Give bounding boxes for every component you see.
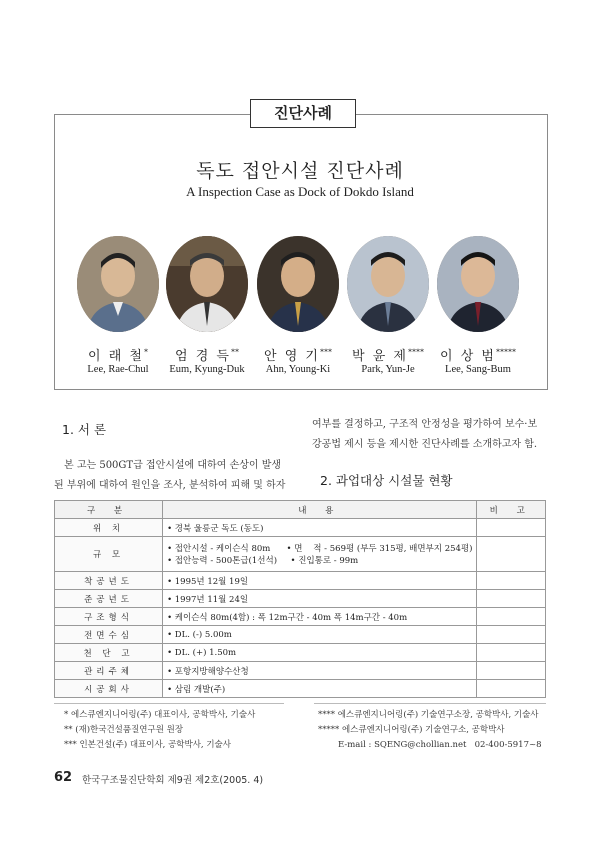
row-label: 시공회사 xyxy=(55,680,163,698)
row-content: • DL. (-) 5.00m xyxy=(163,626,477,644)
table-row xyxy=(55,662,546,680)
page-number: 62 xyxy=(54,770,73,785)
row-content: • 케이슨식 80m(4함) : 폭 12m구간 - 40m 폭 14m구간 - 40m xyxy=(163,608,477,626)
row-content xyxy=(163,537,477,572)
row-note xyxy=(477,572,546,590)
author-photo-5 xyxy=(437,236,519,332)
row-content: • 1995년 12월 19일 xyxy=(163,572,477,590)
author-name-ko-3: 안 영 기*** xyxy=(264,347,332,364)
table-header-content: 내 용 xyxy=(163,501,477,519)
row-label: 구조형식 xyxy=(55,608,163,626)
right-text-line-2: 강공법 제시 등을 제시한 진단사례를 소개하고자 함. xyxy=(312,439,538,450)
footnote-4: **** 에스큐엔지니어링(주) 기술연구소장, 공학박사, 기술사 xyxy=(318,710,539,720)
section-tag: 진단사례 xyxy=(250,99,356,128)
paper-title-english: A Inspection Case as Dock of Dokdo Island xyxy=(186,184,414,199)
row-content: • 1997년 11월 24일 xyxy=(163,590,477,608)
author-name-en-2: Eum, Kyung-Duk xyxy=(169,364,245,375)
footnote-2: ** (재)한국건설품질연구원 원장 xyxy=(64,725,184,735)
row-note xyxy=(477,608,546,626)
table-row xyxy=(55,680,546,698)
footnote-5: ***** 에스큐엔지니어링(주) 기술연구소, 공학박사 xyxy=(318,725,505,735)
author-photo-3 xyxy=(257,236,339,332)
row-note xyxy=(477,644,546,662)
row-note xyxy=(477,537,546,572)
author-name-en-4: Park, Yun-Je xyxy=(361,364,415,375)
row-label: 천 단 고 xyxy=(55,644,163,662)
table-row xyxy=(55,537,546,572)
footnote-3: *** 인본건설(주) 대표이사, 공학박사, 기술사 xyxy=(64,740,231,750)
row-content-line-2: • 접안능력 - 500톤급(1선석) • 진입통로 - 99m xyxy=(167,556,359,566)
intro-text-line-2: 된 부위에 대하여 원인을 조사, 분석하여 피해 및 하자 xyxy=(54,480,286,491)
row-label: 전면수심 xyxy=(55,626,163,644)
author-photo-4 xyxy=(347,236,429,332)
paper-title-korean: 독도 접안시설 진단사례 xyxy=(196,160,404,182)
footnotes-right xyxy=(318,708,542,753)
author-name-en-5: Lee, Sang-Bum xyxy=(445,364,511,375)
journal-info: 한국구조물진단학회 제9권 제2호(2005. 4) xyxy=(82,775,264,786)
row-note xyxy=(477,519,546,537)
table-header-note: 비 고 xyxy=(477,501,546,519)
footnote-1: * 에스큐엔지니어링(주) 대표이사, 공학박사, 기술사 xyxy=(64,710,256,720)
facility-overview-table xyxy=(54,500,546,698)
table-row xyxy=(55,590,546,608)
footnote-email: E-mail : SQENG@chollian.net 02-400-5917~8 xyxy=(338,740,542,750)
author-name-ko-4: 박 윤 제**** xyxy=(352,347,424,364)
row-content: • 포항지방해양수산청 xyxy=(163,662,477,680)
section-heading-intro: 1. 서 론 xyxy=(62,422,107,437)
row-content: • 삼림 개발(주) xyxy=(163,680,477,698)
section-heading-overview: 2. 과업대상 시설물 현황 xyxy=(320,473,453,488)
row-label: 착공년도 xyxy=(55,572,163,590)
row-note xyxy=(477,590,546,608)
row-label: 규 모 xyxy=(55,537,163,572)
row-note xyxy=(477,680,546,698)
footnote-divider-right xyxy=(314,703,546,704)
table-row xyxy=(55,644,546,662)
footnote-divider-left xyxy=(54,703,284,704)
row-content-line-1: • 접안시설 - 케이슨식 80m • 면 적 - 569평 (부두 315평, 배면부지 254평) xyxy=(167,544,473,554)
table-header-category: 구 분 xyxy=(55,501,163,519)
row-note xyxy=(477,626,546,644)
author-name-ko-1: 이 래 철* xyxy=(88,347,148,364)
author-name-ko-5: 이 상 범***** xyxy=(440,347,516,364)
author-name-en-3: Ahn, Young-Ki xyxy=(265,364,331,375)
row-label: 관리주체 xyxy=(55,662,163,680)
table-row xyxy=(55,626,546,644)
author-name-ko-2: 엄 경 득** xyxy=(175,347,239,364)
table-row xyxy=(55,572,546,590)
author-photo-1 xyxy=(77,236,159,332)
row-label: 위 치 xyxy=(55,519,163,537)
intro-text-line-1: 본 고는 500GT급 접안시설에 대하여 손상이 발생 xyxy=(64,460,282,471)
author-name-en-1: Lee, Rae-Chul xyxy=(87,364,149,375)
right-text-line-1: 여부를 결정하고, 구조적 안정성을 평가하여 보수·보 xyxy=(312,419,538,430)
row-content: • 경북 울릉군 독도 (동도) xyxy=(163,519,477,537)
author-photo-2 xyxy=(166,236,248,332)
row-note xyxy=(477,662,546,680)
table-header-row xyxy=(55,501,546,519)
row-label: 준공년도 xyxy=(55,590,163,608)
footnotes-left xyxy=(64,708,255,753)
row-content: • DL. (+) 1.50m xyxy=(163,644,477,662)
table-row xyxy=(55,608,546,626)
table-row xyxy=(55,519,546,537)
